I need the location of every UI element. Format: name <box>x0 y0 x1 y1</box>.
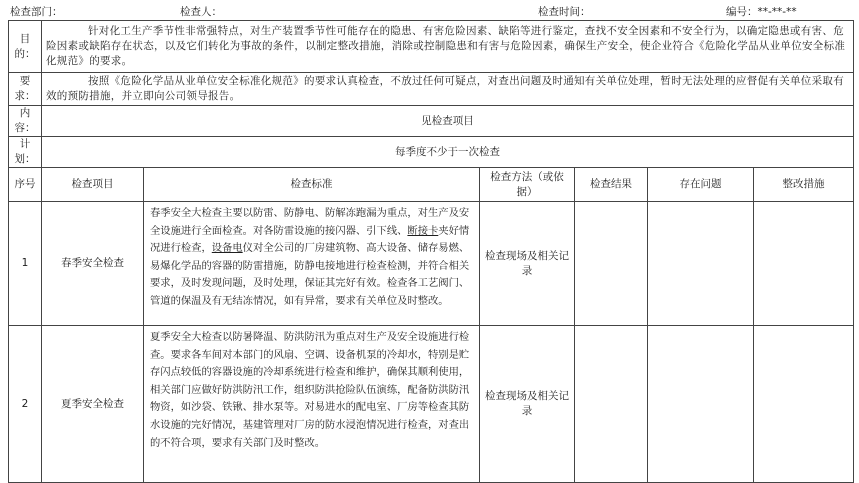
content-row <box>9 106 854 137</box>
content-value: 见检查项目 <box>42 106 854 137</box>
serial-label: 编号： <box>726 6 758 18</box>
col-header-method: 检查方法（或依据） <box>480 168 575 202</box>
standard-link[interactable]: 断接卡 <box>407 224 439 237</box>
standard-link[interactable]: 设备电 <box>211 242 243 255</box>
inspection-table <box>8 20 854 483</box>
col-header-standard: 检查标准 <box>144 168 480 202</box>
inspection-time-label: 检查时间： <box>538 6 591 18</box>
purpose-label: 目的： <box>9 21 42 73</box>
table-row <box>9 326 854 483</box>
plan-label: 计划： <box>9 137 42 168</box>
inspection-form <box>8 4 853 483</box>
department-label: 检查部门： <box>10 6 63 18</box>
requirement-text: 按照《危险化学品从业单位安全标准化规范》的要求认真检查，不放过任何可疑点，对查出问题及时通知有关单位处理，暂时无法处理的应督促有关单位采取有效的预防措施，并立即向公司领导报告。 <box>42 73 854 106</box>
row-item: 春季安全检查 <box>42 202 144 326</box>
row-standard <box>144 202 480 326</box>
row-item: 夏季安全检查 <box>42 326 144 483</box>
inspector-label: 检查人： <box>180 6 222 18</box>
row-measure[interactable] <box>754 326 854 483</box>
row-method: 检查现场及相关记录 <box>480 326 575 483</box>
requirement-row <box>9 73 854 106</box>
serial-value: **-**-** <box>757 6 797 18</box>
plan-value: 每季度不少于一次检查 <box>42 137 854 168</box>
row-result[interactable] <box>575 326 648 483</box>
standard-text: 仪对全公司的厂房建筑物、高大设备、储存易燃、易爆化学品的容器的防雷措施，防静电接地进行检查检测，并符合相关要求，及时发现问题，及时处理，保证其完好有效。检查各工艺阀门、管道的保温及有无结冻情况，如有异常，要求有关单位及时整改。 <box>150 242 470 307</box>
row-number: 1 <box>9 202 42 326</box>
content-label: 内容： <box>9 106 42 137</box>
serial-number <box>726 4 797 20</box>
form-header <box>8 4 853 20</box>
column-header-row <box>9 168 854 202</box>
row-standard: 夏季安全大检查以防暑降温、防洪防汛为重点对生产及安全设施进行检查。要求各车间对本部门的风扇、空调、设备机泵的冷却水，特别是贮存闪点较低的容器设施的冷却系统进行检查和维护，确保其顺利使用，相关部门应做好防洪防汛工作，组织防洪抢险队伍演练，配备防洪防汛物资，如沙袋、铁锹、排水泵等。对易进水的配电室、厂房等检查其防水设施的完好情况，基建管理对厂房的防水浸泡情况进行检查，对查出的不符合项，要求有关部门及时整改。 <box>144 326 480 483</box>
col-header-item: 检查项目 <box>42 168 144 202</box>
row-problem[interactable] <box>648 202 754 326</box>
col-header-no: 序号 <box>9 168 42 202</box>
col-header-problem: 存在问题 <box>648 168 754 202</box>
table-row <box>9 202 854 326</box>
col-header-measure: 整改措施 <box>754 168 854 202</box>
purpose-row <box>9 21 854 73</box>
standard-text: 春季安全大检查主要以防雷、防静电、防解冻跑漏为重点，对生产及安全设施进行全面检查。对各防雷设施的接闪器、引下线、 <box>150 207 470 237</box>
row-measure[interactable] <box>754 202 854 326</box>
row-method: 检查现场及相关记录 <box>480 202 575 326</box>
row-result[interactable] <box>575 202 648 326</box>
row-number: 2 <box>9 326 42 483</box>
purpose-text: 针对化工生产季节性非常强特点，对生产装置季节性可能存在的隐患、有害危险因素、缺陷等进行鉴定，查找不安全因素和不安全行为，以确定隐患或有害、危险因素或缺陷存在状态，以及它们转化为事故的条件，以制定整改措施，消除或控制隐患和有害与危险因素，确保生产安全，使企业符合《危险化学品从业单位安全标准化规范》的要求。 <box>42 21 854 73</box>
plan-row <box>9 137 854 168</box>
requirement-label: 要求： <box>9 73 42 106</box>
row-problem[interactable] <box>648 326 754 483</box>
col-header-result: 检查结果 <box>575 168 648 202</box>
standard-text: 夹好情况进行检查， <box>150 224 470 255</box>
